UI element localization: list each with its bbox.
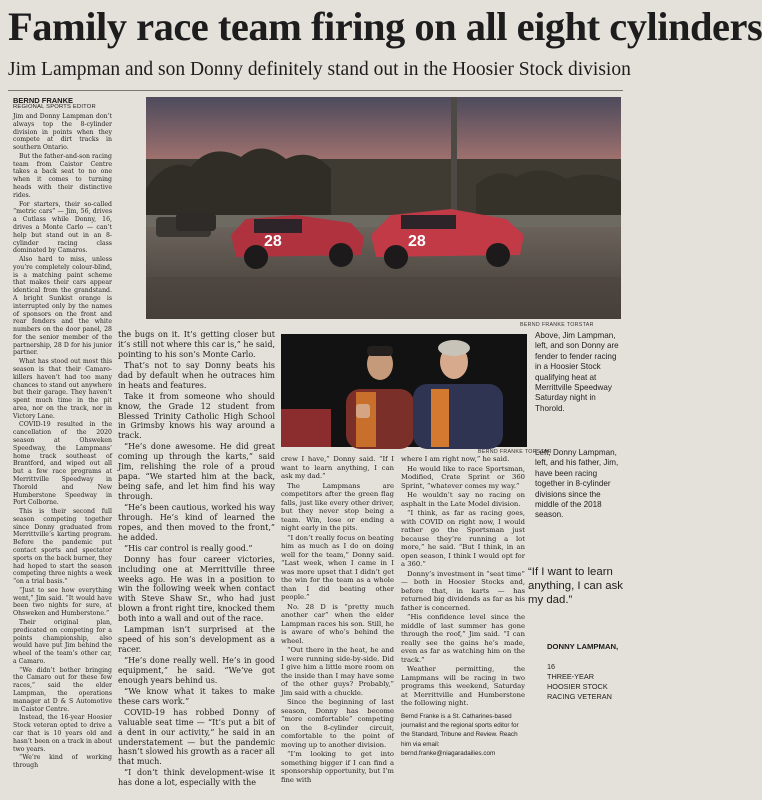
top-photo-credit: BERND FRANKE TORSTAR [520,322,594,328]
article-paragraph: “I don’t think development-wise it has done a lot, especially with the [118,768,275,788]
pull-quote-description [547,662,627,702]
pull-quote-role: THREE-YEAR HOOSIER STOCK RACING VETERAN [547,672,612,701]
article-paragraph: What has stood out most this season is that their Camaro-killers haven’t had too many chances to stand out anywhere but their garage. They haven’t spent much time in the pit area, nor on the track, nor in Victory Lane. [13,358,112,420]
byline-name: BERND FRANKE [13,96,73,105]
article-paragraph: “I’m looking to get into something bigger if I can find a sponsorship opportunity, but I’m fine with [281,750,394,784]
article-paragraph: Their original plan, predicated on competing for a points championship, also would have put Jim behind the wheel of the team’s other car, a Camaro. [13,619,112,665]
article-paragraph: Donny has four career victories, including one at Merrittville three weeks ago. He was in a position to win the following week when contact with Steve Shaw Sr., who had just blown a front right tire, knocked them both into a wall and out of the race. [118,554,275,624]
portrait-photo-credit: BERND FRANKE TORSTAR [478,449,552,455]
article-column-4 [401,455,525,710]
article-paragraph: COVID-19 resulted in the cancellation of the 2020 season at Ohsweken Speedway, the Lampmans’ home track southeast of Brantford, and wiped out all but a few race programs at Merrittville Speedway in Thorold and New Humberstone Speedway in Port Colborne. [13,421,112,507]
article-paragraph: “We know what it takes to make these cars work.” [118,686,275,706]
article-paragraph: Instead, the 16-year Hoosier Stock veteran opted to drive a car that is 10 years old and hasn’t been on a track in about two years. [13,714,112,753]
deck: Jim Lampman and son Donny definitely stand out in the Hoosier Stock division [8,59,631,80]
article-paragraph: “His confidence level since the middle of last summer has gone through the roof,” Jim said. “I can really see the gains he’s made, even as far as watching him on the track.” [401,613,525,664]
article-paragraph: This is their second full season competing together since Donny graduated from Merrittville’s karting program. Before the pandemic put contact sports and spectator sports on the back burner, they had hoped to start the season competing three nights a week “on a trial basis.” [13,508,112,586]
article-paragraph: “He’s done really well. He’s in good equipment,” he said. “We’ve got enough years behind us. [118,656,275,685]
portrait-photo-caption: Left, Donny Lampman, left, and his father, Jim, have been racing together in 8-cylinder divisions since the middle of the 2018 season. [535,448,619,520]
article-paragraph: “We didn’t bother bringing the Camaro out for these few races,” said the elder Lampman, the operations manager at D & S Automotive in Caistor Centre. [13,666,112,713]
article-paragraph: For starters, their so-called “metric cars” — Jim, 56, drives a Cutlass while Donny, 16, drives a Monte Carlo — can’t help but stand out in an 8-cylinder racing class dominated by Camaros. [13,200,112,255]
article-paragraph: The Lampmans are competitors after the green flag falls, just like every other driver, but they never stop being a team. Win, lose or ending a night early in the pits. [281,481,394,532]
article-column-2 [118,330,275,798]
pull-quote: “If I want to learn anything, I can ask my dad.” [528,566,623,606]
article-paragraph: where I am right now,” he said. [401,455,510,463]
author-bio: Bernd Franke is a St. Catharines-based journalist and the regional sports editor for the Standard, Tribune and Review. Reach him via email: bernd.franke@niagaradailies.com [401,713,519,757]
article-paragraph: COVID-19 has robbed Donny of valuable seat time — “It’s put a bit of a dent in our activity,” he said in an understatement — but the pandemic hasn’t slowed his growth as a racer all that much. [118,707,275,767]
top-photo-caption: Above, Jim Lampman, left, and son Donny are fender to fender racing in a Hoosier Stock qualifying heat at Merrittville Speedway Saturday night in Thorold. [535,331,619,413]
article-paragraph: Donny’s investment in “seat time” — both in Hoosier Stocks and, before that, in karts — has returned big dividends as far as his father is concerned. [401,569,525,612]
article-paragraph: “We’re kind of working through [13,754,112,770]
byline-title: REGIONAL SPORTS EDITOR [13,104,96,110]
article-column-1 [13,113,112,798]
article-paragraph: “Out there in the heat, he and I were running side-by-side. Did I give him a little more room on the inside than I may have some of the other guys? Probably,” Jim said with a chuckle. [281,646,394,697]
pull-quote-age: 16 [547,662,556,671]
article-paragraph: But the father-and-son racing team from Caistor Centre takes a back seat to no one when it comes to turning heads with their distinctive rides. [13,152,112,199]
article-paragraph: the bugs on it. It’s getting closer but it’s still not where this car is,” he said, pointing to his son’s Monte Carlo. [118,330,275,359]
article-paragraph: “Just to see how everything went,” Jim said. “It would have been two nights for sure, at Ohsweken and Humberstone.” [13,586,112,618]
article-paragraph: No. 28 D is “pretty much another car” when the elder Lampman races his son. Still, he is aware of who’s behind the wheel. [281,602,394,645]
article-paragraph: “His car control is really good.” [124,543,253,553]
car-number-2: 28 [408,233,426,250]
article-paragraph: “He’s been cautious, worked his way through. He’s kind of learned the ropes, and then moved to the front,” he added. [118,502,275,542]
divider-rule [8,90,623,91]
article-paragraph: He would like to race Sportsman, Modified, Crate Sprint or 360 Sprint, “whatever comes my way.” [401,464,525,490]
car-number-1: 28 [264,233,282,250]
pull-quote-attribution: DONNY LAMPMAN, [547,642,619,651]
article-paragraph: “He’s done awesome. He did great coming up through the karts,” said Jim, relishing the role of a proud papa. “We started him at the back, being safe, and let him find his way through. [118,442,275,501]
article-paragraph: Weather permitting, the Lampmans will be racing in two programs this weekend, Saturday at Merrittville and Humberstone the following night. [401,665,525,707]
article-paragraph: Lampman isn’t surprised at the speed of his son’s development as a racer. [118,625,275,655]
article-paragraph: Jim and Donny Lampman don’t always top the 8-cylinder division in points when they compete at dirt tracks in southern Ontario. [13,113,112,152]
article-paragraph: That’s not to say Donny beats his dad by default when he outraces him in heats and features. [118,360,275,390]
race-cars-photo [146,97,621,319]
article-paragraph: Since the beginning of last season, Donny has become “more comfortable” competing on the 8-cylinder circuit, comfortable to the point of moving up to another division. [281,698,394,749]
article-paragraph: “I don’t really focus on beating him as much as I do on doing well for the team,” Donny said. “Last week, when I came in I was more upset that I didn’t get the win for the team as a whole than I did beating other people.” [281,533,394,601]
article-paragraph: Take it from someone who should know, the Grade 12 student from Blessed Trinity Catholic High School in Grimsby knows his way around a track. [118,391,275,441]
article-column-3 [281,455,394,798]
headline: Family race team firing on all eight cylinders [8,4,762,49]
article-paragraph: “I think, as far as racing goes, with COVID on right now, I would rather go the Sportsman just because they’re running a lot more,” he said. “But I think, in an open season, I think I would opt for a 360.” [401,509,525,568]
article-paragraph: crew I have,” Donny said. “If I want to learn anything, I can ask my dad.” [281,455,394,480]
article-paragraph: Also hard to miss, unless you’re completely colour-blind, is a matching paint scheme that makes their cars appear identical from the grandstand. A bright Sunkist orange is interrupted only by the names of sponsors on the front and rear fenders and the white numbers on the door panel, 28 for the senior member of the partnership, 28 D for his junior partner. [13,256,112,357]
article-paragraph: He wouldn’t say no racing on asphalt in the Late Model division. [401,491,525,508]
portrait-photo [281,334,527,447]
